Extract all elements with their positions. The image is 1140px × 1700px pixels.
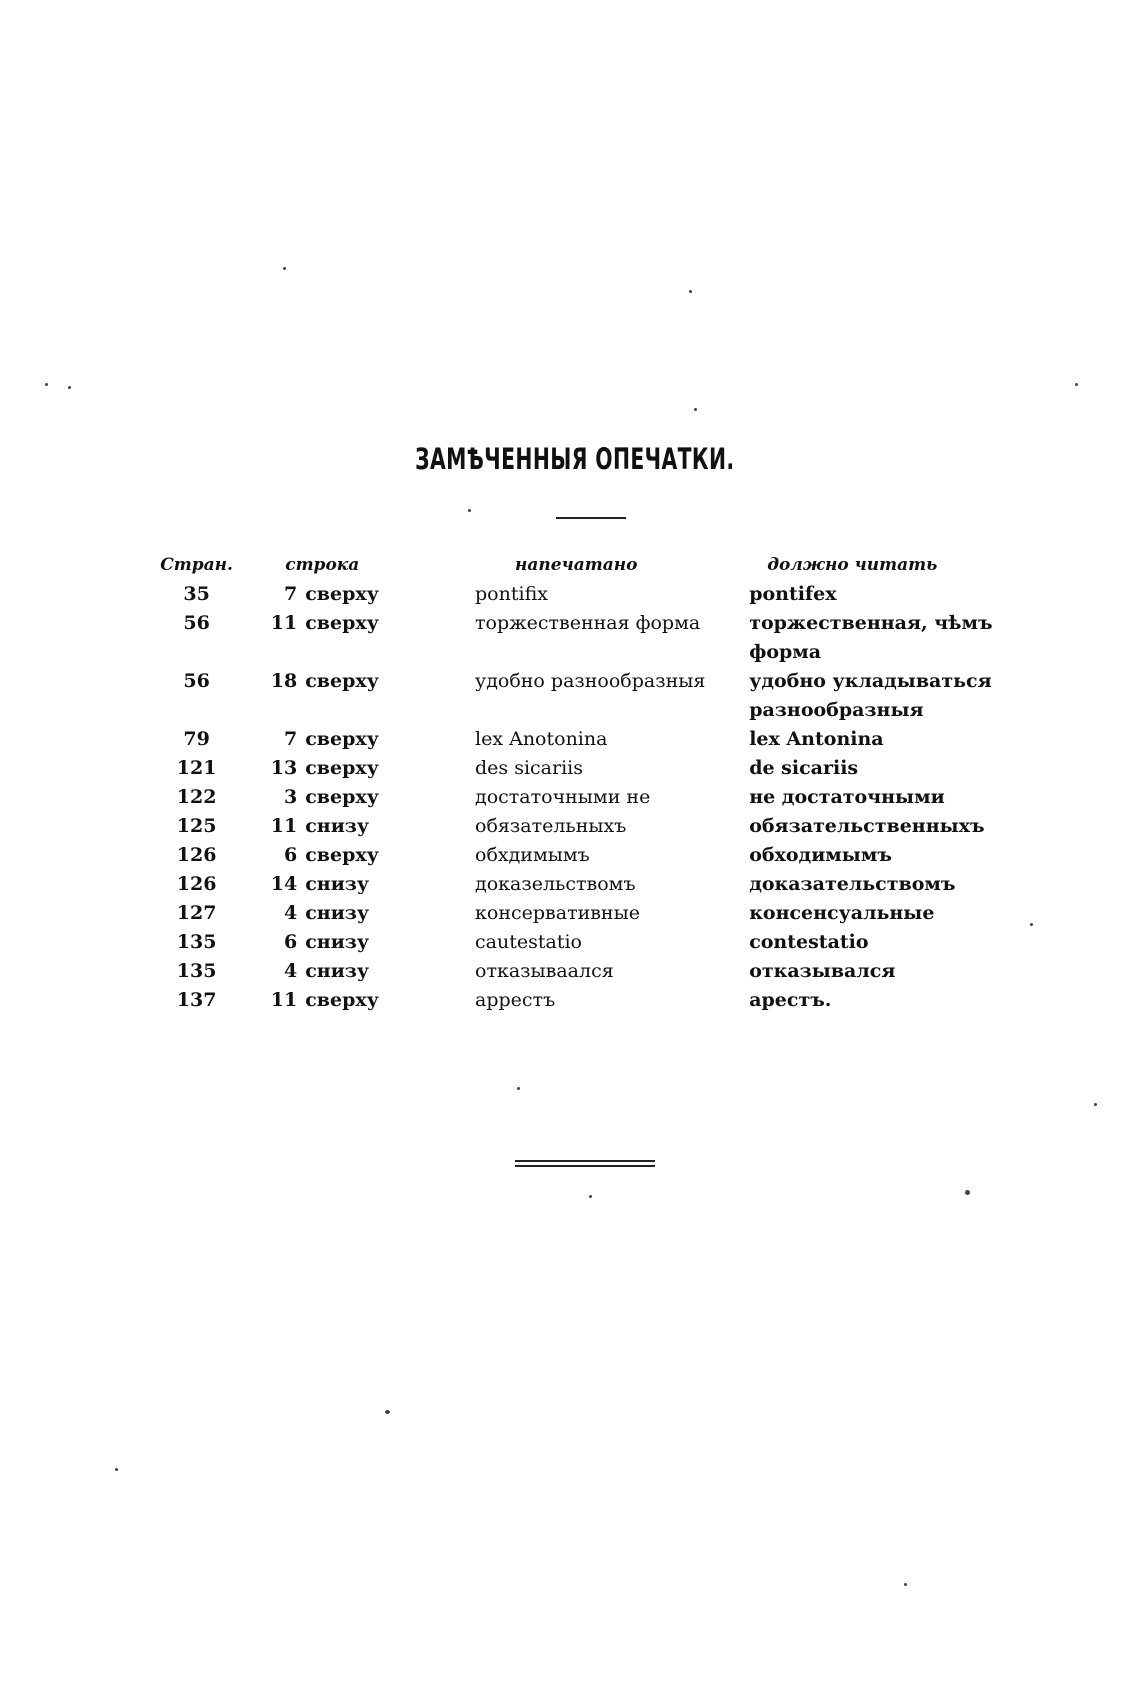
line-position: снизу — [305, 902, 370, 924]
page-number: 125 — [176, 815, 217, 837]
printed-text: обхдимымъ — [475, 844, 590, 866]
table-row — [150, 986, 1030, 1015]
printed-text: cautestatio — [475, 931, 582, 953]
page-number: 135 — [176, 931, 217, 953]
table-row — [150, 870, 1030, 899]
line-position: сверху — [305, 786, 379, 808]
line-number: 6 — [283, 844, 298, 866]
printed-text: обязательныхъ — [475, 815, 627, 837]
line-position: сверху — [305, 583, 379, 605]
correct-text: не достаточными — [749, 786, 945, 808]
line-position: сверху — [305, 728, 379, 750]
line-reference — [243, 754, 423, 783]
table-row — [150, 667, 1030, 725]
printed-text: удобно разнообразныя — [475, 670, 706, 692]
print-speck — [965, 1190, 970, 1195]
page-number: 137 — [176, 989, 217, 1011]
line-reference — [243, 609, 423, 667]
line-position: сверху — [305, 757, 379, 779]
line-number: 7 — [283, 583, 298, 605]
page-number: 135 — [176, 960, 217, 982]
print-speck — [694, 408, 697, 411]
line-reference — [243, 957, 423, 986]
printed-text: pontifix — [475, 583, 548, 605]
print-speck — [904, 1583, 907, 1586]
table-row — [150, 928, 1030, 957]
page-number: 122 — [176, 786, 217, 808]
table-row — [150, 783, 1030, 812]
line-number: 3 — [283, 786, 298, 808]
printed-text: аррестъ — [475, 989, 556, 1011]
page-number: 126 — [176, 844, 217, 866]
line-position: снизу — [305, 960, 370, 982]
line-reference — [243, 841, 423, 870]
table-row — [150, 899, 1030, 928]
printed-text: des sicariis — [475, 757, 583, 779]
column-header-page: Стран. — [160, 555, 233, 575]
line-reference — [243, 667, 423, 725]
line-reference — [243, 870, 423, 899]
correct-text: de sicariis — [749, 757, 859, 779]
print-speck — [689, 290, 692, 293]
print-speck — [385, 1410, 390, 1414]
correct-text: lex Antonina — [749, 728, 884, 750]
printed-text: доказельствомъ — [475, 873, 636, 895]
correct-text: обязательственныхъ — [749, 815, 985, 837]
correct-text: консенсуальные — [749, 902, 935, 924]
printed-text: консервативные — [475, 902, 640, 924]
column-header-printed: напечатано — [515, 555, 638, 575]
line-reference — [243, 812, 423, 841]
print-speck — [45, 383, 48, 386]
line-reference — [243, 899, 423, 928]
correct-text: отказывался — [749, 960, 896, 982]
line-position: сверху — [305, 670, 379, 692]
line-number: 11 — [270, 989, 298, 1011]
printed-text: торжественная форма — [475, 612, 701, 634]
print-speck — [468, 509, 471, 512]
print-speck — [1094, 1103, 1097, 1106]
line-number: 13 — [270, 757, 298, 779]
page-number: 56 — [183, 670, 210, 692]
page-number: 127 — [176, 902, 217, 924]
print-speck — [115, 1468, 118, 1471]
line-position: сверху — [305, 989, 379, 1011]
printed-text: отказываался — [475, 960, 614, 982]
line-number: 11 — [270, 815, 298, 837]
table-row — [150, 957, 1030, 986]
line-reference — [243, 986, 423, 1015]
correct-text: contestatio — [749, 931, 869, 953]
line-reference — [243, 783, 423, 812]
column-header-line: строка — [285, 555, 360, 575]
line-position: сверху — [305, 844, 379, 866]
line-number: 6 — [283, 931, 298, 953]
line-number: 18 — [270, 670, 298, 692]
table-row — [150, 609, 1030, 667]
errata-header-row — [150, 553, 1030, 580]
errata-table — [150, 553, 1030, 1015]
line-reference — [243, 725, 423, 754]
print-speck — [283, 267, 286, 270]
page-number: 56 — [183, 612, 210, 634]
line-reference — [243, 928, 423, 957]
print-speck — [1030, 923, 1033, 926]
printed-text: достаточными не — [475, 786, 651, 808]
column-header-correct: должно читать — [767, 555, 938, 575]
correct-text: доказательствомъ — [749, 873, 956, 895]
correct-text: удобно укладываться разнообразныя — [749, 670, 992, 721]
line-number: 4 — [283, 960, 298, 982]
page-number: 35 — [183, 583, 210, 605]
print-speck — [1075, 383, 1078, 386]
table-row — [150, 725, 1030, 754]
line-position: снизу — [305, 931, 370, 953]
title-rule — [556, 517, 626, 519]
line-position: снизу — [305, 815, 370, 837]
table-row — [150, 841, 1030, 870]
line-number: 14 — [270, 873, 298, 895]
line-number: 7 — [283, 728, 298, 750]
line-position: сверху — [305, 612, 379, 634]
table-row — [150, 580, 1030, 609]
print-speck — [68, 386, 71, 389]
line-number: 4 — [283, 902, 298, 924]
page-number: 121 — [176, 757, 217, 779]
page-number: 79 — [183, 728, 210, 750]
printed-text: lex Anotonina — [475, 728, 608, 750]
line-reference — [243, 580, 423, 609]
correct-text: торжественная, чѣмъ форма — [749, 612, 993, 663]
line-number: 11 — [270, 612, 298, 634]
closing-double-rule — [515, 1160, 655, 1167]
correct-text: арестъ. — [749, 989, 832, 1011]
table-row — [150, 812, 1030, 841]
print-speck — [517, 1087, 520, 1090]
print-speck — [589, 1195, 592, 1198]
correct-text: pontifex — [749, 583, 837, 605]
page-number: 126 — [176, 873, 217, 895]
table-row — [150, 754, 1030, 783]
correct-text: обходимымъ — [749, 844, 892, 866]
page-title: ЗАМѢЧЕННЫЯ ОПЕЧАТКИ. — [415, 442, 735, 476]
line-position: снизу — [305, 873, 370, 895]
